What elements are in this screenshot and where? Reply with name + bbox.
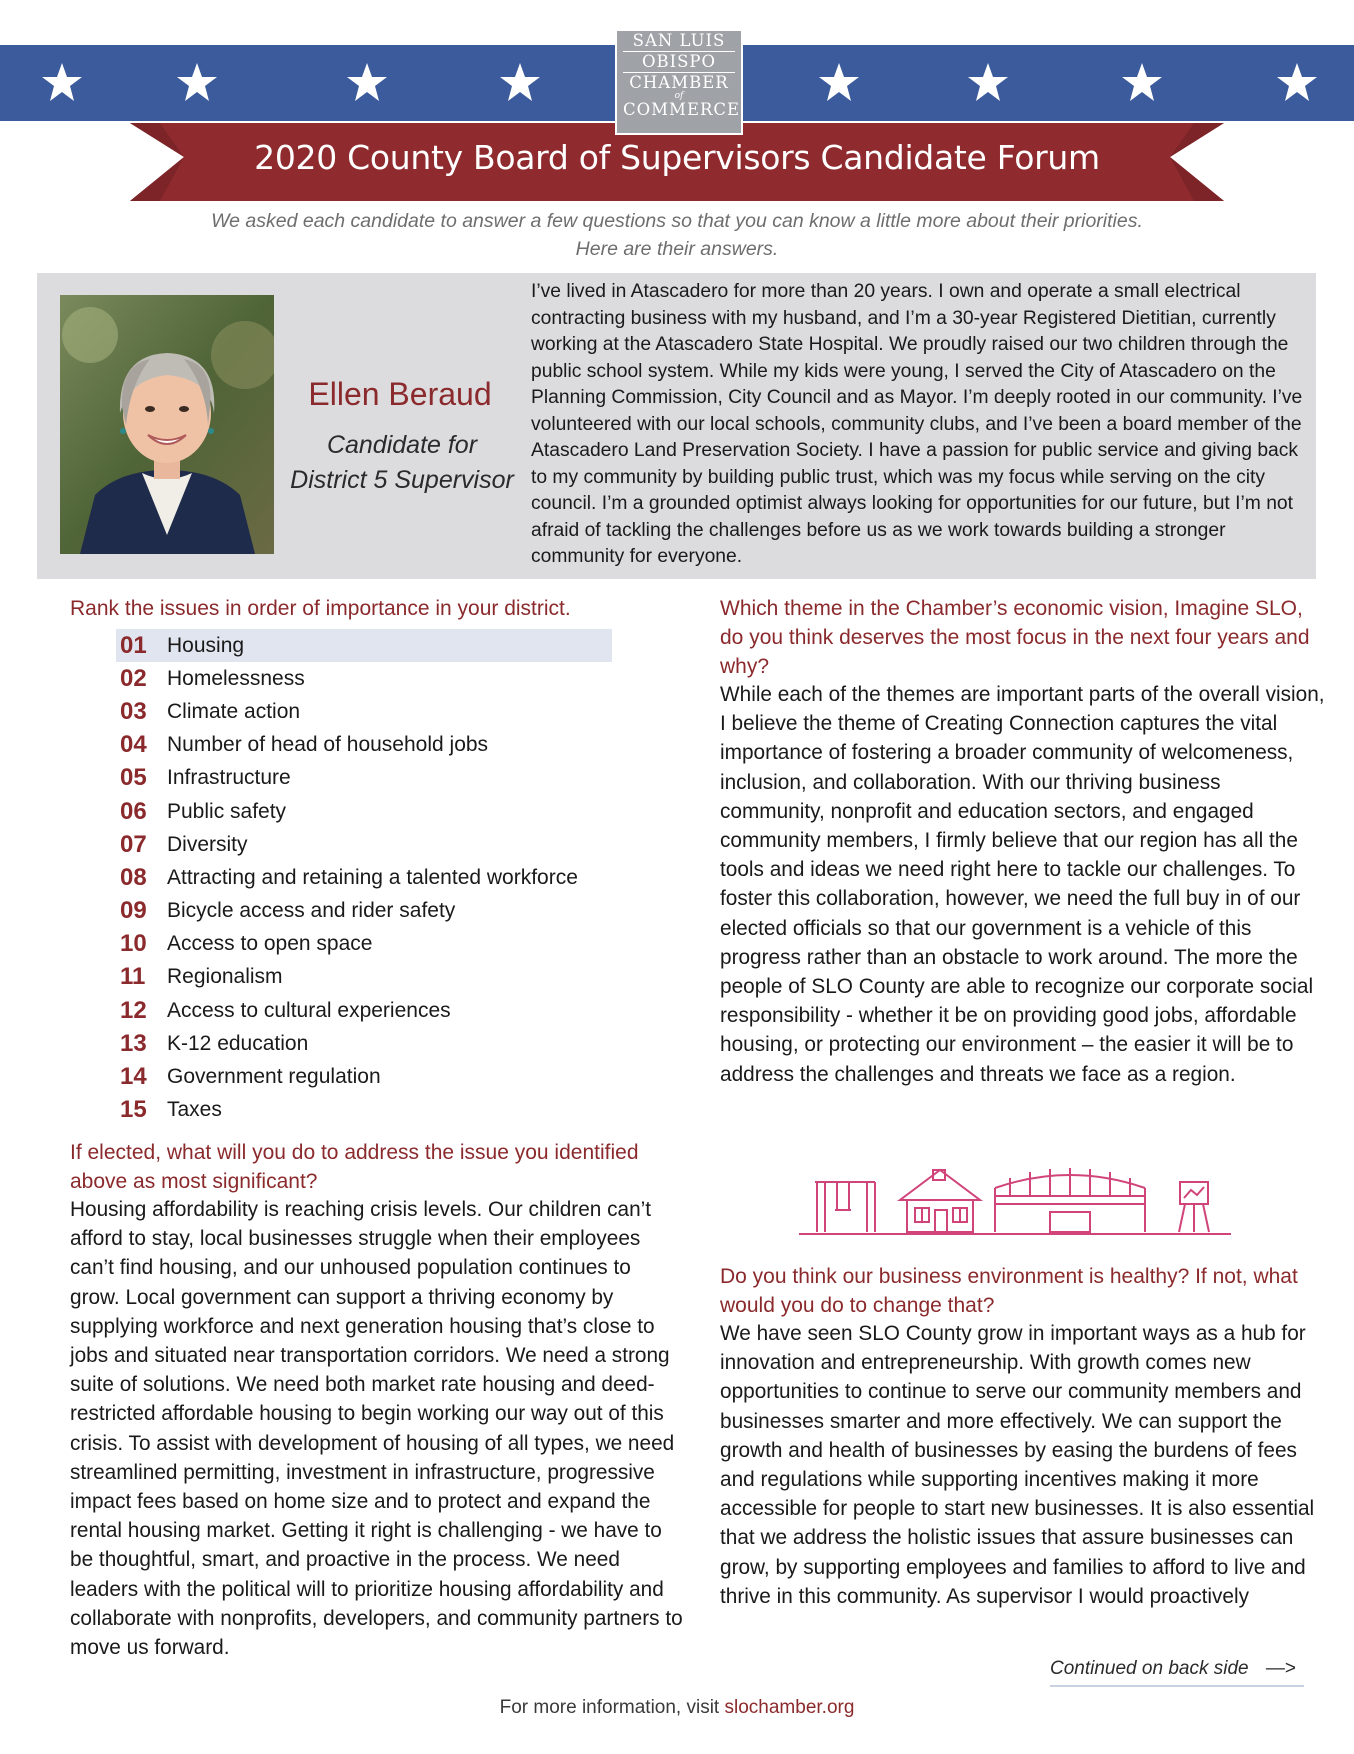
footer-text: For more information, visit bbox=[499, 1697, 725, 1718]
logo-line: SAN LUIS bbox=[623, 31, 735, 52]
list-item bbox=[116, 828, 612, 861]
star-icon bbox=[1275, 60, 1319, 104]
business-answer: We have seen SLO County grow in important ways as a hub for innovation and entrepreneurship. With growth comes new opportunities to continue to serve our community members and businesses smarter and more effectively. We can support the growth and health of businesses by easing the burdens of fees and regulations while supporting incentives making it more accessible for people to start new businesses. It is also essential that we address the holistic issues that assure businesses can grow, by supporting employees and families to afford to live and thrive in this community. As supervisor I would proactively bbox=[720, 1322, 1315, 1608]
candidate-bio: I’ve lived in Atascadero for more than 20 years. I own and operate a small electrical contracting business with my husband, and I’m a 30-year Registered Dietitian, currently working at the Atascadero State Hospital. We proudly raised our two children through the public school system. While my kids were young, I served the City of Atascadero on the Planning Commission, City Council and as Mayor. I’m deeply rooted in our community. I’ve volunteered with our local schools, community clubs, and I’ve been a board member of the Atascadero Land Preservation Society. I have a passion for public service and giving back to my community by building public trust, which was my focus while serving on the city council. I’m a grounded optimist always looking for opportunities for our future, but I’m not afraid of tackling the challenges before us as we work towards building a stronger community for everyone. bbox=[531, 281, 1303, 567]
theme-question: Which theme in the Chamber’s economic vision, Imagine SLO, do you think deserves the most focus in the next four years and why? bbox=[720, 597, 1310, 678]
rank-number: 09 bbox=[120, 897, 147, 925]
list-item bbox=[116, 1027, 612, 1060]
rank-number: 01 bbox=[120, 631, 147, 659]
intro-text: We asked each candidate to answer a few questions so that you can know a little more about their priorities. Here are their answers. bbox=[211, 210, 1143, 260]
list-item bbox=[116, 795, 612, 828]
rank-label: Access to open space bbox=[167, 932, 373, 956]
list-item bbox=[116, 629, 612, 662]
rank-label: Regionalism bbox=[167, 965, 283, 989]
star-icon bbox=[1120, 60, 1164, 104]
list-item bbox=[116, 961, 612, 994]
footer-link[interactable]: slochamber.org bbox=[724, 1697, 855, 1718]
rank-label: Number of head of household jobs bbox=[167, 733, 489, 757]
rank-number: 02 bbox=[120, 664, 147, 692]
list-item bbox=[116, 1060, 612, 1093]
rank-label: Housing bbox=[167, 633, 245, 657]
logo-line: OBISPO bbox=[623, 52, 735, 73]
rank-label: Homelessness bbox=[167, 666, 305, 690]
rank-number: 04 bbox=[120, 731, 147, 759]
rank-number: 03 bbox=[120, 697, 147, 725]
rank-number: 15 bbox=[120, 1096, 147, 1124]
list-item bbox=[116, 895, 612, 928]
logo-line: CHAMBER bbox=[629, 73, 729, 92]
significant-issue-question: If elected, what will you do to address the issue you identified above as most significant? bbox=[70, 1141, 639, 1193]
star-icon bbox=[40, 60, 84, 104]
rank-number: 05 bbox=[120, 764, 147, 792]
rank-number: 08 bbox=[120, 863, 147, 891]
rank-label: Climate action bbox=[167, 699, 301, 723]
forum-title: 2020 County Board of Supervisors Candidate Forum bbox=[254, 138, 1100, 177]
list-item bbox=[116, 994, 612, 1027]
candidate-title-line: Candidate for bbox=[326, 431, 478, 459]
chamber-logo bbox=[615, 29, 743, 135]
rank-label: Government regulation bbox=[167, 1065, 381, 1089]
candidate-photo bbox=[60, 295, 274, 554]
list-item bbox=[116, 762, 612, 795]
list-item bbox=[116, 928, 612, 961]
divider bbox=[1050, 1685, 1304, 1687]
list-item bbox=[116, 662, 612, 695]
rank-number: 13 bbox=[120, 1029, 147, 1057]
star-icon bbox=[345, 60, 389, 104]
business-question: Do you think our business environment is healthy? If not, what would you do to change that? bbox=[720, 1265, 1298, 1317]
footer bbox=[0, 1697, 1354, 1719]
rank-label: Access to cultural experiences bbox=[167, 998, 451, 1022]
logo-line: COMMERCE bbox=[623, 100, 741, 119]
rank-number: 10 bbox=[120, 930, 147, 958]
arrow-right-icon: —> bbox=[1265, 1658, 1296, 1679]
rank-number: 12 bbox=[120, 996, 147, 1024]
community-illustration bbox=[795, 1160, 1235, 1238]
star-icon bbox=[498, 60, 542, 104]
significant-issue-answer: Housing affordability is reaching crisis levels. Our children can’t afford to stay, local businesses struggle when their employees can’t find housing, and our unhoused population continues to grow. Local government can support a thriving economy by supplying workforce and next generation housing that’s close to jobs and situated near transportation corridors. We need a strong suite of solutions. We need both market rate housing and deed-restricted affordable housing to begin working our way out of this crisis. To assist with development of housing of all types, we need streamlined permitting, investment in infrastructure, progressive impact fees based on home size and to protect and expand the rental housing market. Getting it right is challenging - we have to be thoughtful, smart, and proactive in the process. We need leaders with the political will to prioritize housing affordability and collaborate with nonprofits, developers, and community partners to move us forward. bbox=[70, 1198, 683, 1660]
star-icon bbox=[175, 60, 219, 104]
ranking-question: Rank the issues in order of importance in your district. bbox=[70, 597, 571, 620]
list-item bbox=[116, 861, 612, 894]
candidate-title bbox=[278, 428, 526, 498]
star-icon bbox=[817, 60, 861, 104]
theme-answer: While each of the themes are important parts of the overall vision, I believe the theme of Creating Connection captures the vital importance of fostering a broader community of welcomeness, inclusion, and collaboration. With our thriving business community, nonprofit and education sectors, and engaged community members, I firmly believe that our region has all the tools and ideas we need right here to tackle our challenges. To foster this collaboration, however, we need the full buy in of our elected officials so that our government is a vehicle of this progress rather than an obstacle to work around. The more the people of SLO County are able to recognize our corporate social responsibility - whether it be on providing good jobs, affordable housing, or protecting our environment – the easier it will be to address the challenges and threats we face as a region. bbox=[720, 683, 1325, 1086]
candidate-name: Ellen Beraud bbox=[308, 376, 492, 412]
logo-line: of bbox=[674, 91, 684, 101]
rank-label: Bicycle access and rider safety bbox=[167, 899, 456, 923]
rank-number: 14 bbox=[120, 1063, 147, 1091]
continued-note bbox=[1050, 1658, 1304, 1680]
ranking-list bbox=[116, 629, 612, 1127]
rank-label: Infrastructure bbox=[167, 766, 291, 790]
rank-label: Diversity bbox=[167, 832, 248, 856]
rank-number: 06 bbox=[120, 797, 147, 825]
star-icon bbox=[966, 60, 1010, 104]
rank-number: 07 bbox=[120, 830, 147, 858]
rank-label: Taxes bbox=[167, 1098, 222, 1122]
list-item bbox=[116, 695, 612, 728]
continued-text: Continued on back side bbox=[1050, 1658, 1249, 1679]
list-item bbox=[116, 729, 612, 762]
candidate-title-line: District 5 Supervisor bbox=[290, 466, 514, 494]
rank-number: 11 bbox=[120, 963, 146, 991]
list-item bbox=[116, 1094, 612, 1127]
rank-label: Attracting and retaining a talented workforce bbox=[167, 865, 578, 889]
rank-label: Public safety bbox=[167, 799, 287, 823]
rank-label: K-12 education bbox=[167, 1031, 309, 1055]
